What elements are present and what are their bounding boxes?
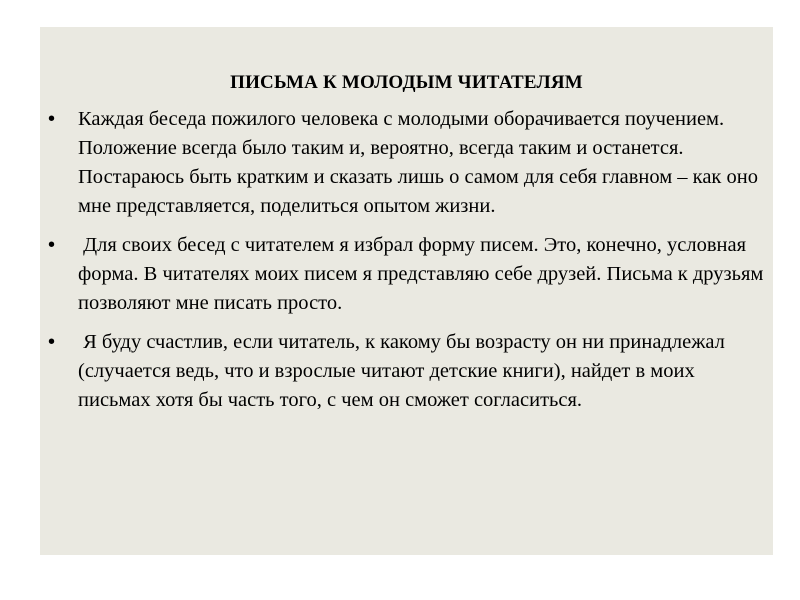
bullet-text: Я буду счастлив, если читатель, к какому бы возрасту он ни принадлежал (случается ведь, что и взрослые читают детские книги), найдет в моих письмах хотя бы часть того, с чем он сможет согласиться.	[78, 331, 731, 411]
bullet-icon: •	[48, 108, 56, 130]
content-panel	[40, 27, 773, 555]
bullet-icon: •	[48, 234, 56, 256]
bullet-text: Каждая беседа пожилого человека с молодыми оборачивается поучением. Положение всегда было таким и, вероятно, всегда таким и останется. Постараюсь быть кратким и сказать лишь о самом для себя главном – как оно мне представляется, поделиться опытом жизни.	[78, 108, 764, 217]
slide-title: ПИСЬМА К МОЛОДЫМ ЧИТАТЕЛЯМ	[230, 72, 583, 93]
bullet-icon: •	[48, 331, 56, 353]
bullet-item	[40, 231, 773, 318]
bullet-text: Для своих бесед с читателем я избрал форму писем. Это, конечно, условная форма. В читателях моих писем я представляю себе друзей. Письма к друзьям позволяют мне писать просто.	[78, 234, 769, 314]
bullet-item	[40, 105, 773, 221]
bullet-list	[40, 105, 773, 425]
bullet-item	[40, 328, 773, 415]
